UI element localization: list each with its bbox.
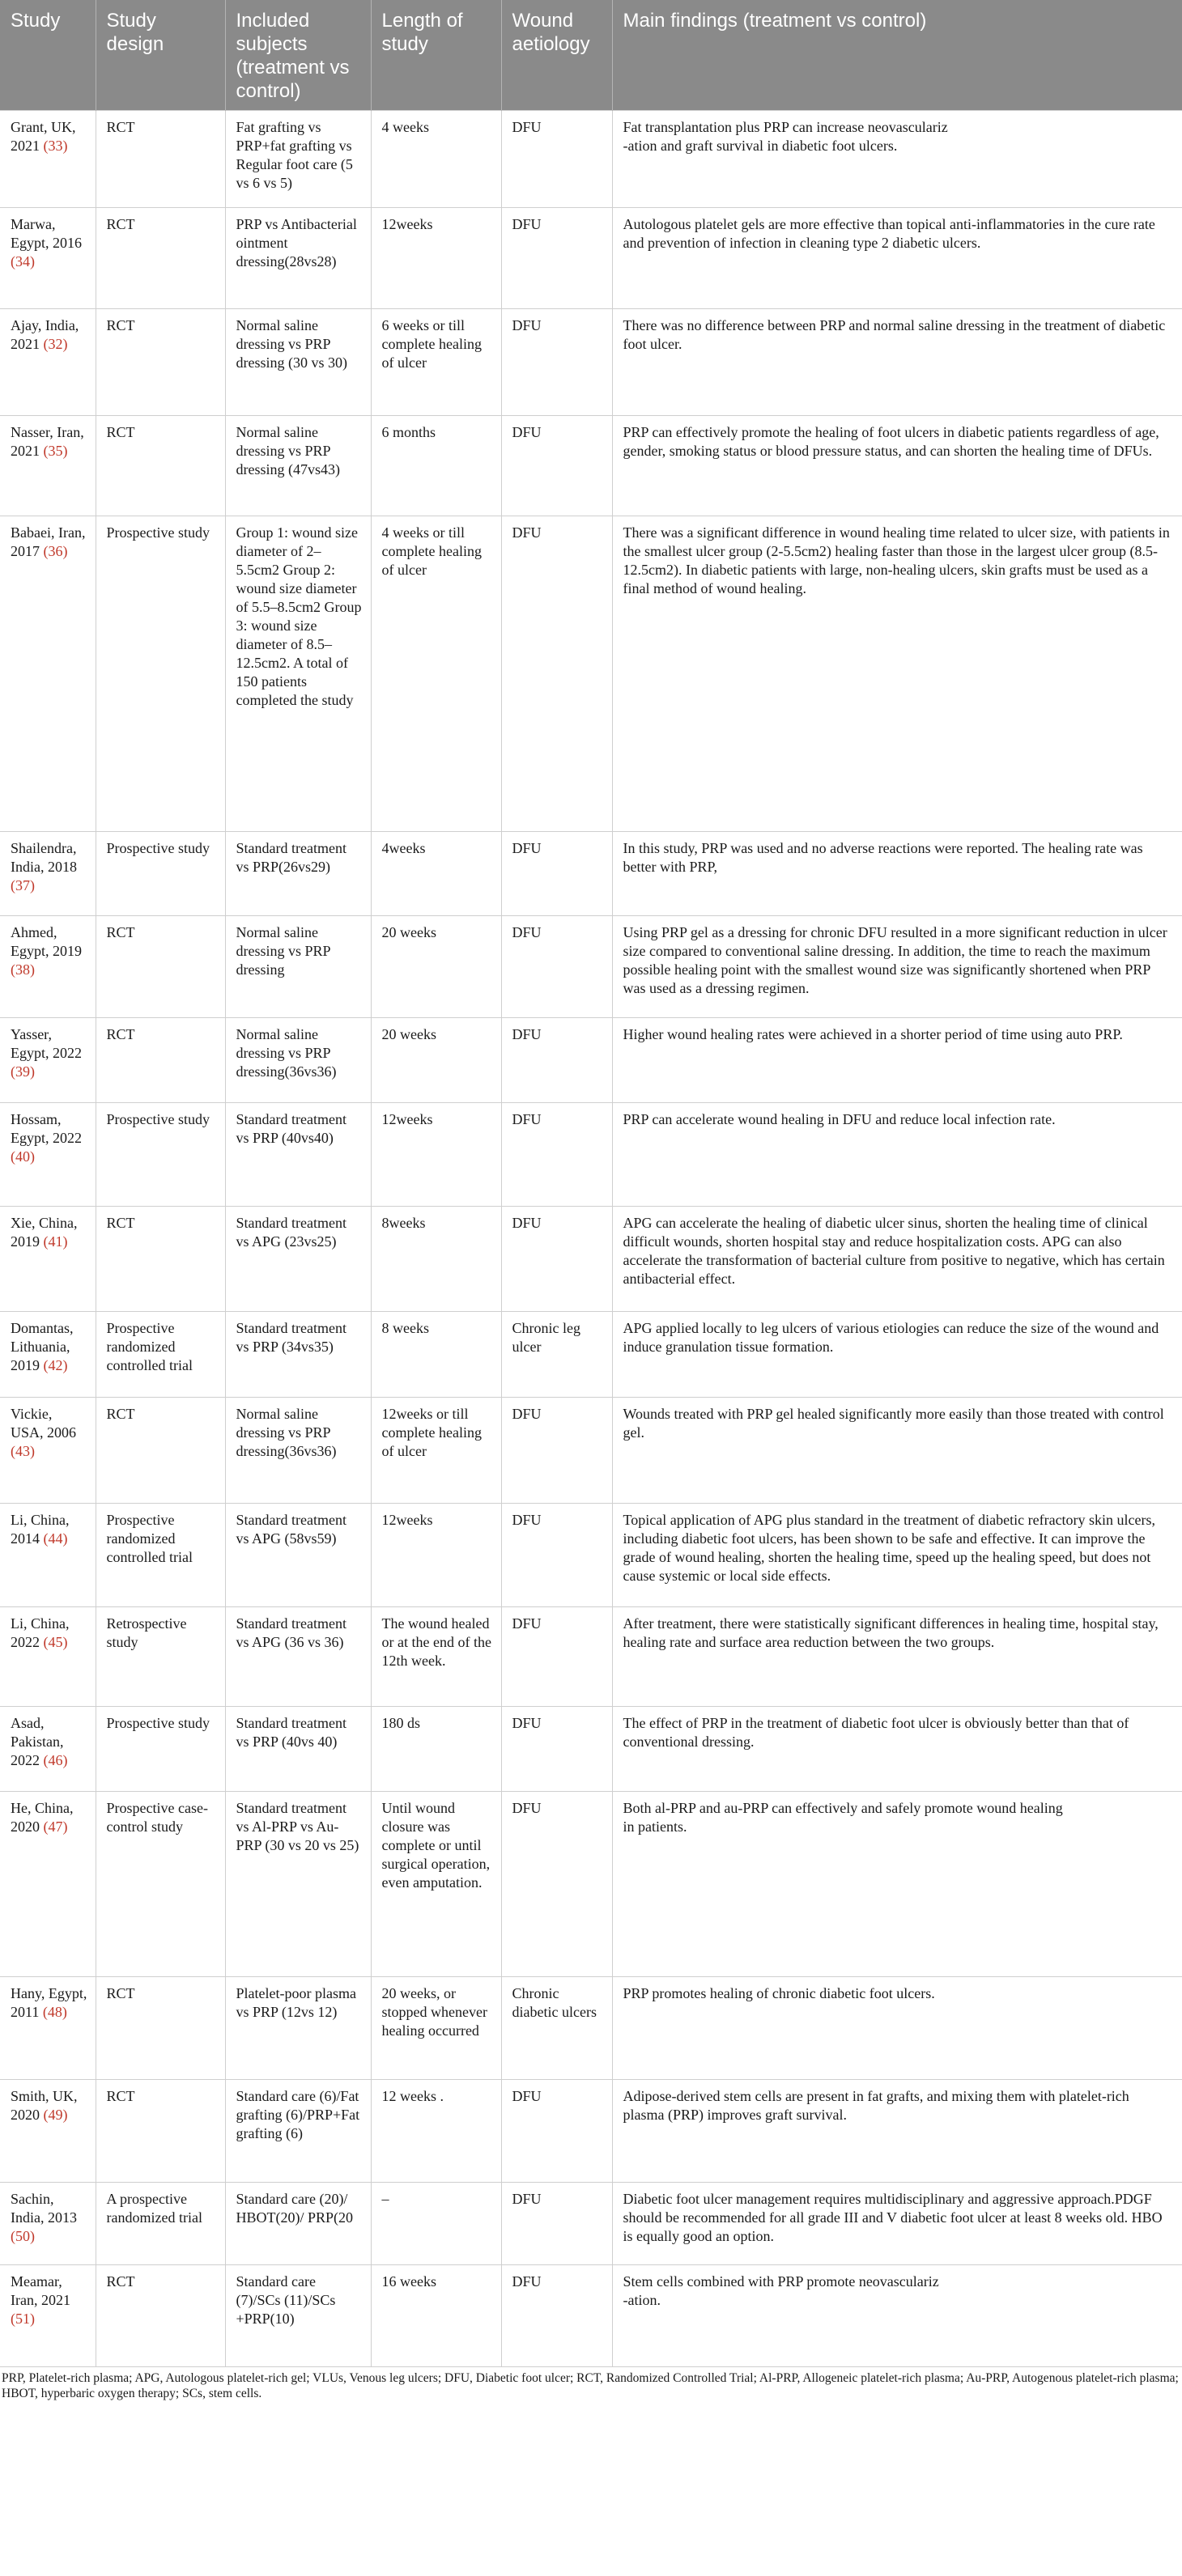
table-row <box>0 309 1182 416</box>
cell-wound-aetiology: DFU <box>501 416 612 516</box>
reference-link[interactable]: (49) <box>43 2107 68 2123</box>
cell-wound-aetiology: Chronic leg ulcer <box>501 1312 612 1398</box>
cell-length-of-study: 6 weeks or till complete healing of ulcer <box>371 309 501 416</box>
findings-text: Diabetic foot ulcer management requires multidisciplinary and aggressive approach.PDGF should be recommended for all grade III and V diabetic foot ulcer at least 8 weeks old. HBO is equally good an option. <box>623 2191 1163 2244</box>
cell-wound-aetiology: DFU <box>501 1103 612 1207</box>
cell-length-of-study: 20 weeks, or stopped whenever healing occurred <box>371 1977 501 2080</box>
reference-link[interactable]: (47) <box>43 1818 68 1835</box>
cell-main-findings <box>612 1707 1182 1792</box>
findings-text: Adipose-derived stem cells are present in fat grafts, and mixing them with platelet-rich plasma (PRP) improves graft survival. <box>623 2088 1129 2123</box>
table-row <box>0 1707 1182 1792</box>
reference-link[interactable]: (39) <box>11 1063 35 1080</box>
cell-study <box>0 1018 96 1103</box>
reference-link[interactable]: (37) <box>11 877 35 893</box>
cell-study <box>0 1504 96 1607</box>
cell-included-subjects: PRP vs Antibacterial ointment dressing(28vs28) <box>225 208 371 309</box>
table-row <box>0 1792 1182 1977</box>
header-main-findings: Main findings (treatment vs control) <box>612 0 1182 111</box>
cell-wound-aetiology: DFU <box>501 1504 612 1607</box>
cell-included-subjects: Group 1: wound size diameter of 2–5.5cm2 Group 2: wound size diameter of 5.5–8.5cm2 Group 3: wound size diameter of 8.5–12.5cm2. A total of 150 patients completed the study <box>225 516 371 832</box>
cell-study-design: Prospective study <box>96 1103 225 1207</box>
cell-study <box>0 1792 96 1977</box>
cell-study <box>0 1207 96 1312</box>
cell-wound-aetiology: DFU <box>501 2183 612 2265</box>
cell-main-findings <box>612 516 1182 832</box>
table-row <box>0 1977 1182 2080</box>
study-name: Ahmed, Egypt, 2019 <box>11 924 82 959</box>
findings-text: PRP promotes healing of chronic diabetic foot ulcers. <box>623 1985 935 2001</box>
study-name: Asad, Pakistan, 2022 <box>11 1715 64 1768</box>
cell-study <box>0 309 96 416</box>
cell-wound-aetiology: DFU <box>501 832 612 916</box>
reference-link[interactable]: (35) <box>43 443 68 459</box>
reference-link[interactable]: (40) <box>11 1148 35 1165</box>
findings-text: There was a significant difference in wound healing time related to ulcer size, with patients in the smallest ulcer group (2-5.5cm2) healing faster than those in the largest ulcer group (8.5-12.5cm2). In diabetic patients with large, non-healing ulcers, skin grafts must be used as a final method of wound healing. <box>623 524 1170 596</box>
cell-length-of-study: 12 weeks . <box>371 2080 501 2183</box>
table-row <box>0 1607 1182 1707</box>
cell-main-findings <box>612 2183 1182 2265</box>
cell-study-design: Retrospective study <box>96 1607 225 1707</box>
cell-wound-aetiology: DFU <box>501 916 612 1018</box>
cell-included-subjects: Standard treatment vs PRP (40vs40) <box>225 1103 371 1207</box>
cell-length-of-study: The wound healed or at the end of the 12th week. <box>371 1607 501 1707</box>
cell-wound-aetiology: DFU <box>501 1707 612 1792</box>
cell-wound-aetiology: DFU <box>501 2265 612 2367</box>
cell-wound-aetiology: DFU <box>501 1398 612 1504</box>
findings-text: Wounds treated with PRP gel healed significantly more easily than those treated with control gel. <box>623 1406 1164 1441</box>
cell-study <box>0 416 96 516</box>
study-name: Grant, UK, 2021 <box>11 119 76 154</box>
cell-main-findings <box>612 832 1182 916</box>
cell-study <box>0 2080 96 2183</box>
study-name: Xie, China, 2019 <box>11 1215 78 1250</box>
cell-length-of-study: 8weeks <box>371 1207 501 1312</box>
cell-wound-aetiology: DFU <box>501 111 612 208</box>
study-name: Li, China, 2022 <box>11 1615 70 1650</box>
study-name: Marwa, Egypt, 2016 <box>11 216 82 251</box>
findings-text: Fat transplantation plus PRP can increase neovasculariz <box>623 119 948 135</box>
findings-text: -ation and graft survival in diabetic foot ulcers. <box>623 138 898 154</box>
table-row <box>0 2080 1182 2183</box>
cell-included-subjects: Standard care (20)/ HBOT(20)/ PRP(20 <box>225 2183 371 2265</box>
cell-length-of-study: 12weeks <box>371 1504 501 1607</box>
reference-link[interactable]: (42) <box>43 1357 68 1373</box>
cell-included-subjects: Standard treatment vs PRP (40vs 40) <box>225 1707 371 1792</box>
findings-text: PRP can accelerate wound healing in DFU and reduce local infection rate. <box>623 1111 1056 1127</box>
cell-length-of-study: 4 weeks <box>371 111 501 208</box>
cell-wound-aetiology: DFU <box>501 516 612 832</box>
cell-included-subjects: Standard care (6)/Fat grafting (6)/PRP+Fat grafting (6) <box>225 2080 371 2183</box>
findings-text: -ation. <box>623 2292 661 2308</box>
cell-wound-aetiology: DFU <box>501 1018 612 1103</box>
reference-link[interactable]: (46) <box>43 1752 68 1768</box>
cell-wound-aetiology: DFU <box>501 309 612 416</box>
cell-main-findings <box>612 1792 1182 1977</box>
cell-length-of-study: 4weeks <box>371 832 501 916</box>
reference-link[interactable]: (50) <box>11 2228 35 2244</box>
cell-wound-aetiology: DFU <box>501 2080 612 2183</box>
findings-text: Both al-PRP and au-PRP can effectively and safely promote wound healing <box>623 1800 1063 1816</box>
cell-study-design: RCT <box>96 416 225 516</box>
cell-study-design: RCT <box>96 309 225 416</box>
table-body <box>0 111 1182 2367</box>
reference-link[interactable]: (41) <box>43 1233 68 1250</box>
cell-length-of-study: 4 weeks or till complete healing of ulcer <box>371 516 501 832</box>
cell-length-of-study: 20 weeks <box>371 1018 501 1103</box>
findings-text: Topical application of APG plus standard in the treatment of diabetic refractory skin ulcers, including diabetic foot ulcers, has been shown to be safe and effective. It can improve the grade of wound healing, shorten the healing time, speed up the healing speed, but does not cause systemic or local side effects. <box>623 1512 1156 1584</box>
cell-length-of-study: 8 weeks <box>371 1312 501 1398</box>
cell-study <box>0 1977 96 2080</box>
cell-wound-aetiology: DFU <box>501 1607 612 1707</box>
cell-study <box>0 516 96 832</box>
cell-study <box>0 208 96 309</box>
cell-included-subjects: Normal saline dressing vs PRP dressing (30 vs 30) <box>225 309 371 416</box>
table-footnote: PRP, Platelet-rich plasma; APG, Autologous platelet-rich gel; VLUs, Venous leg ulcers; DFU, Diabetic foot ulcer; RCT, Randomized Controlled Trial; Al-PRP, Allogeneic platelet-rich plasma; Au-PRP, Autogenous platelet-rich plasma; HBOT, hyperbaric oxygen therapy; SCs, stem cells. <box>2 2371 1179 2400</box>
cell-main-findings <box>612 111 1182 208</box>
cell-study <box>0 1312 96 1398</box>
cell-included-subjects: Normal saline dressing vs PRP dressing(36vs36) <box>225 1398 371 1504</box>
header-included-subjects: Included subjects (treatment vs control) <box>225 0 371 111</box>
cell-study <box>0 916 96 1018</box>
table-row <box>0 111 1182 208</box>
cell-included-subjects: Normal saline dressing vs PRP dressing(36vs36) <box>225 1018 371 1103</box>
reference-link[interactable]: (51) <box>11 2311 35 2327</box>
cell-wound-aetiology: DFU <box>501 208 612 309</box>
reference-link[interactable]: (32) <box>43 336 68 352</box>
cell-included-subjects: Standard treatment vs APG (36 vs 36) <box>225 1607 371 1707</box>
cell-study <box>0 1398 96 1504</box>
findings-text: APG applied locally to leg ulcers of various etiologies can reduce the size of the wound and induce granulation tissue formation. <box>623 1320 1159 1355</box>
cell-study-design: Prospective study <box>96 832 225 916</box>
cell-main-findings <box>612 2080 1182 2183</box>
findings-text: After treatment, there were statistically significant differences in healing time, hospital stay, healing rate and surface area reduction between the two groups. <box>623 1615 1159 1650</box>
cell-wound-aetiology: DFU <box>501 1207 612 1312</box>
cell-study-design: RCT <box>96 916 225 1018</box>
cell-study-design: RCT <box>96 208 225 309</box>
findings-text: Higher wound healing rates were achieved in a shorter period of time using auto PRP. <box>623 1026 1123 1042</box>
study-name: Domantas, Lithuania, 2019 <box>11 1320 74 1373</box>
cell-length-of-study: 180 ds <box>371 1707 501 1792</box>
findings-text: The effect of PRP in the treatment of diabetic foot ulcer is obviously better than that of conventional dressing. <box>623 1715 1129 1750</box>
cell-study <box>0 832 96 916</box>
cell-study-design: RCT <box>96 2080 225 2183</box>
cell-study-design: RCT <box>96 1398 225 1504</box>
table-row <box>0 2265 1182 2367</box>
table-row <box>0 832 1182 916</box>
study-name: Shailendra, India, 2018 <box>11 840 77 875</box>
cell-study-design: RCT <box>96 2265 225 2367</box>
table-row <box>0 1504 1182 1607</box>
reference-link[interactable]: (44) <box>43 1530 68 1547</box>
cell-wound-aetiology: DFU <box>501 1792 612 1977</box>
table-row <box>0 1207 1182 1312</box>
cell-main-findings <box>612 416 1182 516</box>
cell-included-subjects: Standard treatment vs PRP (34vs35) <box>225 1312 371 1398</box>
study-name: Meamar, Iran, 2021 <box>11 2273 70 2308</box>
cell-included-subjects: Normal saline dressing vs PRP dressing (47vs43) <box>225 416 371 516</box>
findings-text: There was no difference between PRP and normal saline dressing in the treatment of diabetic foot ulcer. <box>623 317 1166 352</box>
cell-study <box>0 1607 96 1707</box>
reference-link[interactable]: (43) <box>11 1443 35 1459</box>
study-name: Hany, Egypt, 2011 <box>11 1985 87 2020</box>
study-name: Ajay, India, 2021 <box>11 317 79 352</box>
reference-link[interactable]: (34) <box>11 253 35 269</box>
cell-main-findings <box>612 208 1182 309</box>
cell-main-findings <box>612 1398 1182 1504</box>
study-name: Yasser, Egypt, 2022 <box>11 1026 82 1061</box>
cell-length-of-study: – <box>371 2183 501 2265</box>
cell-length-of-study: 16 weeks <box>371 2265 501 2367</box>
cell-length-of-study: 12weeks <box>371 1103 501 1207</box>
study-name: Vickie, USA, 2006 <box>11 1406 77 1441</box>
cell-length-of-study: 12weeks <box>371 208 501 309</box>
findings-text: In this study, PRP was used and no adverse reactions were reported. The healing rate was better with PRP, <box>623 840 1143 875</box>
cell-wound-aetiology: Chronic diabetic ulcers <box>501 1977 612 2080</box>
cell-included-subjects: Normal saline dressing vs PRP dressing <box>225 916 371 1018</box>
reference-link[interactable]: (36) <box>43 543 68 559</box>
cell-study-design: Prospective study <box>96 1707 225 1792</box>
reference-link[interactable]: (38) <box>11 961 35 978</box>
cell-length-of-study: 6 months <box>371 416 501 516</box>
cell-main-findings <box>612 1504 1182 1607</box>
study-name: Li, China, 2014 <box>11 1512 70 1547</box>
findings-text: Autologous platelet gels are more effective than topical anti-inflammatories in the cure rate and prevention of infection in cleaning type 2 diabetic ulcers. <box>623 216 1155 251</box>
cell-study <box>0 1707 96 1792</box>
table-row <box>0 208 1182 309</box>
table-header-row <box>0 0 1182 111</box>
cell-main-findings <box>612 916 1182 1018</box>
cell-length-of-study: Until wound closure was complete or until surgical operation, even amputation. <box>371 1792 501 1977</box>
table-row <box>0 916 1182 1018</box>
cell-study-design: RCT <box>96 1207 225 1312</box>
cell-study-design: Prospective study <box>96 516 225 832</box>
cell-study-design: Prospective randomized controlled trial <box>96 1312 225 1398</box>
reference-link[interactable]: (48) <box>42 2004 67 2020</box>
table-row <box>0 1018 1182 1103</box>
cell-main-findings <box>612 1312 1182 1398</box>
table-row <box>0 1312 1182 1398</box>
cell-included-subjects: Standard care (7)/SCs (11)/SCs +PRP(10) <box>225 2265 371 2367</box>
cell-main-findings <box>612 1018 1182 1103</box>
findings-text: APG can accelerate the healing of diabetic ulcer sinus, shorten the healing time of clinical difficult wounds, shorten hospital stay and reduce hospitalization costs. APG can also accelerate the transformation of bacterial culture from positive to negative, which has certain antibacterial effect. <box>623 1215 1165 1287</box>
reference-link[interactable]: (45) <box>43 1634 68 1650</box>
cell-study-design: Prospective randomized controlled trial <box>96 1504 225 1607</box>
cell-study-design: RCT <box>96 111 225 208</box>
cell-included-subjects: Standard treatment vs Al-PRP vs Au-PRP (30 vs 20 vs 25) <box>225 1792 371 1977</box>
study-name: Hossam, Egypt, 2022 <box>11 1111 82 1146</box>
findings-text: PRP can effectively promote the healing of foot ulcers in diabetic patients regardless of age, gender, smoking status or blood pressure status, and can shorten the healing time of DFUs. <box>623 424 1159 459</box>
cell-study-design: RCT <box>96 1018 225 1103</box>
cell-main-findings <box>612 1207 1182 1312</box>
cell-main-findings <box>612 1607 1182 1707</box>
cell-included-subjects: Standard treatment vs APG (23vs25) <box>225 1207 371 1312</box>
table-row <box>0 416 1182 516</box>
cell-study <box>0 1103 96 1207</box>
cell-included-subjects: Platelet-poor plasma vs PRP (12vs 12) <box>225 1977 371 2080</box>
header-wound-aetiology: Wound aetiology <box>501 0 612 111</box>
findings-text: in patients. <box>623 1818 687 1835</box>
header-study: Study <box>0 0 96 111</box>
table-row <box>0 1398 1182 1504</box>
header-study-design: Study design <box>96 0 225 111</box>
study-name: Babaei, Iran, 2017 <box>11 524 86 559</box>
cell-included-subjects: Standard treatment vs APG (58vs59) <box>225 1504 371 1607</box>
cell-study <box>0 111 96 208</box>
cell-included-subjects: Fat grafting vs PRP+fat grafting vs Regular foot care (5 vs 6 vs 5) <box>225 111 371 208</box>
cell-length-of-study: 12weeks or till complete healing of ulcer <box>371 1398 501 1504</box>
findings-text: Stem cells combined with PRP promote neovasculariz <box>623 2273 939 2290</box>
cell-study-design: A prospective randomized trial <box>96 2183 225 2265</box>
study-name: Smith, UK, 2020 <box>11 2088 78 2123</box>
cell-length-of-study: 20 weeks <box>371 916 501 1018</box>
cell-study <box>0 2265 96 2367</box>
study-name: Nasser, Iran, 2021 <box>11 424 84 459</box>
header-length-of-study: Length of study <box>371 0 501 111</box>
cell-main-findings <box>612 2265 1182 2367</box>
reference-link[interactable]: (33) <box>43 138 68 154</box>
cell-main-findings <box>612 309 1182 416</box>
study-name: He, China, 2020 <box>11 1800 74 1835</box>
findings-text: Using PRP gel as a dressing for chronic DFU resulted in a more significant reduction in ulcer size compared to conventional saline dressing. In addition, the time to reach the maximum possible healing point with the smallest wound size was significantly shortened when PRP was used as a dressing regimen. <box>623 924 1167 996</box>
cell-study-design: Prospective case-control study <box>96 1792 225 1977</box>
table-row <box>0 516 1182 832</box>
cell-study <box>0 2183 96 2265</box>
cell-study-design: RCT <box>96 1977 225 2080</box>
table-row <box>0 1103 1182 1207</box>
cell-main-findings <box>612 1103 1182 1207</box>
cell-main-findings <box>612 1977 1182 2080</box>
table-row <box>0 2183 1182 2265</box>
study-name: Sachin, India, 2013 <box>11 2191 77 2226</box>
cell-included-subjects: Standard treatment vs PRP(26vs29) <box>225 832 371 916</box>
